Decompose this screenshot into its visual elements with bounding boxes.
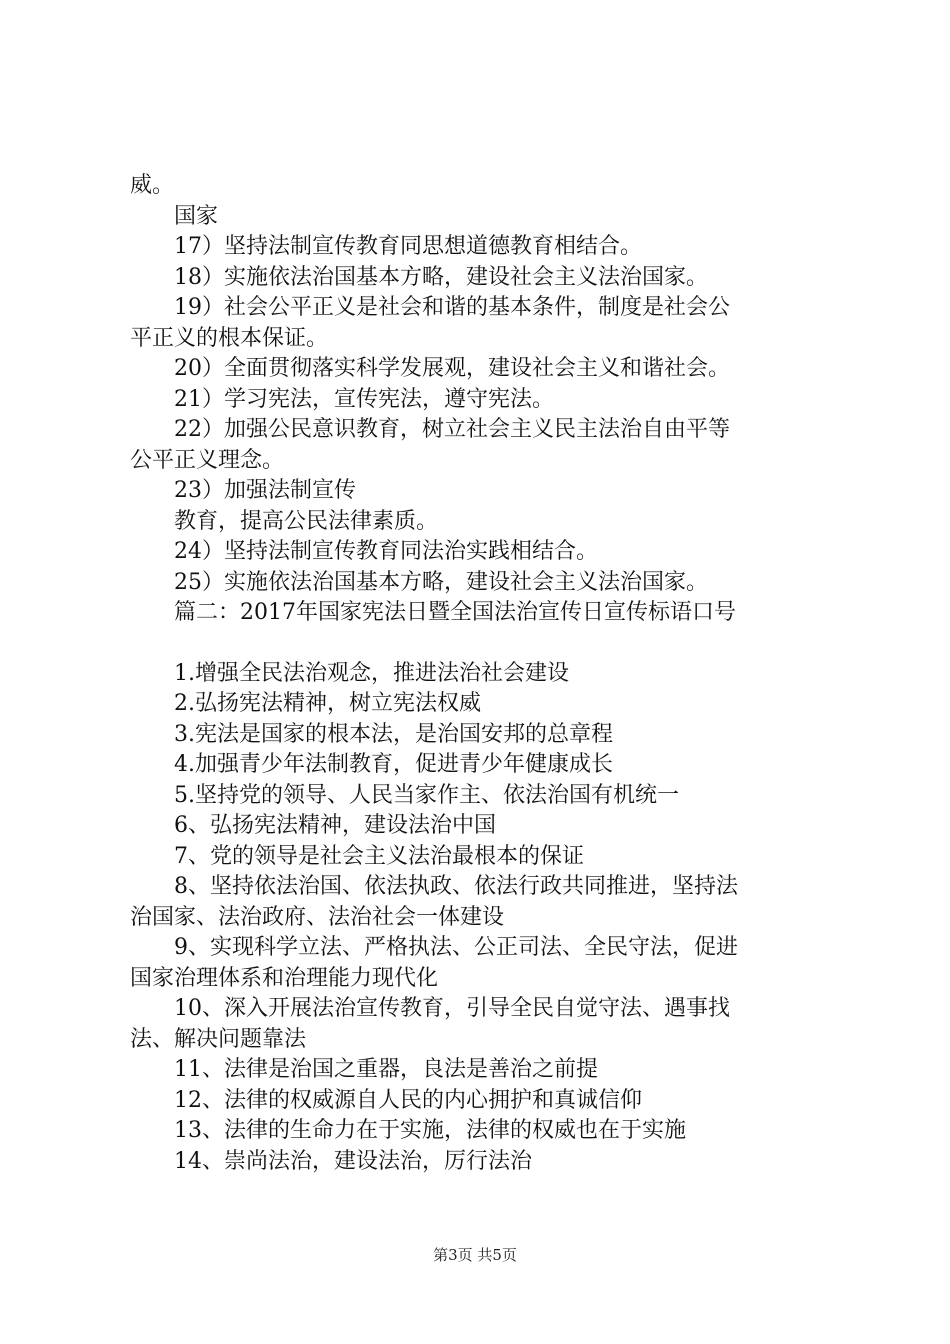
text-line: 2.弘扬宪法精神，树立宪法权威 xyxy=(174,691,481,716)
text-line: 11、法律是治国之重器，良法是善治之前提 xyxy=(174,1057,598,1082)
text-line: 1.增强全民法治观念，推进法治社会建设 xyxy=(174,660,569,686)
text-line: 18）实施依法治国基本方略，建设社会主义法治国家。 xyxy=(174,264,708,290)
page-number-footer: 第3页 共5页 xyxy=(433,1246,517,1264)
text-line: 12、法律的权威源自人民的内心拥护和真诚信仰 xyxy=(174,1087,642,1113)
text-line: 5.坚持党的领导、人民当家作主、依法治国有机统一 xyxy=(174,782,679,808)
text-line: 国家 xyxy=(174,203,219,229)
text-line: 威。 xyxy=(130,173,175,198)
text-line: 17）坚持法制宣传教育同思想道德教育相结合。 xyxy=(174,234,642,259)
document-body xyxy=(130,171,830,1177)
text-line: 25）实施依法治国基本方略，建设社会主义法治国家。 xyxy=(174,569,708,595)
text-line: 6、弘扬宪法精神，建设法治中国 xyxy=(174,813,496,838)
text-line: 10、深入开展法治宣传教育，引导全民自觉守法、遇事找 xyxy=(174,996,730,1021)
blank-line xyxy=(130,629,830,659)
text-line: 国家治理体系和治理能力现代化 xyxy=(130,965,439,991)
text-line: 法、解决问题靠法 xyxy=(130,1026,307,1052)
text-line: 22）加强公民意识教育，树立社会主义民主法治自由平等 xyxy=(174,417,730,442)
text-line: 治国家、法治政府、法治社会一体建设 xyxy=(130,904,505,930)
text-line: 20）全面贯彻落实科学发展观，建设社会主义和谐社会。 xyxy=(174,356,730,381)
text-line: 7、党的领导是社会主义法治最根本的保证 xyxy=(174,843,584,869)
text-line: 4.加强青少年法制教育，促进青少年健康成长 xyxy=(174,752,613,777)
section-heading: 篇二：2017年国家宪法日暨全国法治宣传日宣传标语口号 xyxy=(174,600,736,625)
text-line: 9、实现科学立法、严格执法、公正司法、全民守法，促进 xyxy=(174,935,738,960)
text-line: 23）加强法制宣传 xyxy=(174,478,356,503)
text-line: 14、崇尚法治，建设法治，厉行法治 xyxy=(174,1148,532,1174)
text-line: 19）社会公平正义是社会和谐的基本条件，制度是社会公 xyxy=(174,295,730,320)
text-line: 公平正义理念。 xyxy=(130,447,285,473)
text-line: 平正义的根本保证。 xyxy=(130,325,329,351)
text-line: 8、坚持依法治国、依法执政、依法行政共同推进，坚持法 xyxy=(174,874,738,899)
text-line: 13、法律的生命力在于实施，法律的权威也在于实施 xyxy=(174,1118,686,1143)
text-line: 21）学习宪法，宣传宪法，遵守宪法。 xyxy=(174,386,554,412)
text-line: 3.宪法是国家的根本法，是治国安邦的总章程 xyxy=(174,721,613,747)
text-line: 24）坚持法制宣传教育同法治实践相结合。 xyxy=(174,539,598,564)
text-line: 教育，提高公民法律素质。 xyxy=(174,508,439,534)
